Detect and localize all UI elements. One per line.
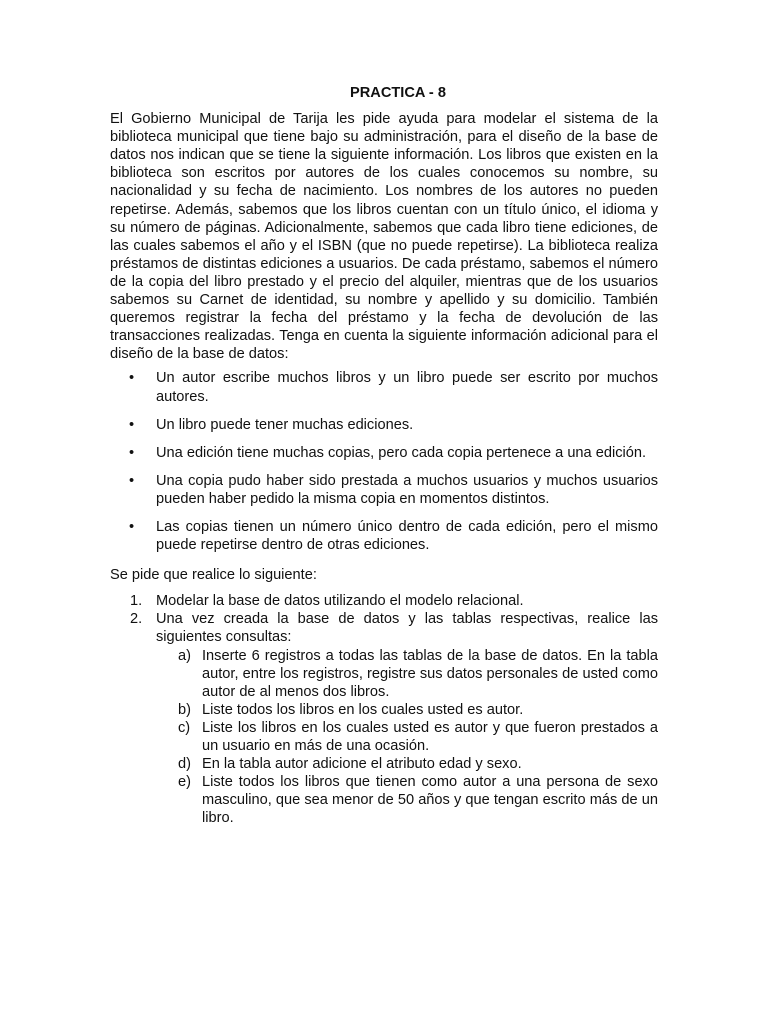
list-item — [110, 369, 658, 405]
subtask-text: Liste los libros en los cuales usted es autor y que fueron prestados a un usuario en más de una ocasión. — [202, 719, 658, 754]
subtask-letter: e) — [178, 774, 191, 791]
list-item-text: Las copias tienen un número único dentro de cada edición, pero el mismo puede repetirse dentro de otras ediciones. — [156, 518, 658, 554]
tasks-list — [110, 592, 658, 827]
intro-paragraph: El Gobierno Municipal de Tarija les pide ayuda para modelar el sistema de la biblioteca municipal que tiene bajo su administración, para el diseño de la base de datos nos indican que se tiene la siguiente información. Los libros que existen en la biblioteca son escritos por autores de los cuales conocemos su nombre, su nacionalidad y su fecha de nacimiento. Los nombres de los autores no pueden repetirse. Además, sabemos que los libros cuentan con un título único, el idioma y su número de páginas. Adicionalmente, sabemos que cada libro tiene ediciones, de las cuales sabemos el año y el ISBN (que no puede repetirse). La biblioteca realiza préstamos de distintas ediciones a usuarios. De cada préstamo, sabemos el número de la copia del libro prestado y el precio del alquiler, mientras que de los usuarios sabemos su Carnet de identidad, su nombre y apellido y su domicilio. También queremos registrar la fecha del préstamo y la fecha de devolución de las transacciones realizadas. Tenga en cuenta la siguiente información adicional para el diseño de la base de datos: — [110, 111, 658, 363]
subtasks-list — [156, 647, 658, 828]
list-item — [110, 472, 658, 508]
list-item-text: Una edición tiene muchas copias, pero cada copia pertenece a una edición. — [156, 444, 647, 461]
task-item — [110, 610, 658, 827]
task-text: Modelar la base de datos utilizando el modelo relacional. — [156, 593, 524, 610]
subtask-item — [156, 701, 658, 719]
subtask-item — [156, 719, 658, 755]
bullet-icon: • — [129, 472, 135, 489]
task-number: 1. — [130, 593, 143, 610]
subtask-text: Liste todos los libros que tienen como autor a una persona de sexo masculino, que sea menor de 50 años y que tengan escrito más de un libro. — [202, 774, 658, 827]
subtask-item — [156, 755, 658, 773]
subtask-item — [156, 647, 658, 701]
list-item-text: Un libro puede tener muchas ediciones. — [156, 416, 414, 433]
tasks-intro: Se pide que realice lo siguiente: — [110, 567, 317, 584]
task-text: Una vez creada la base de datos y las tablas respectivas, realice las siguientes consultas: — [156, 611, 658, 646]
subtask-letter: b) — [178, 701, 191, 718]
subtask-text: Inserte 6 registros a todas las tablas de la base de datos. En la tabla autor, entre los registros, registre sus datos personales de usted como autor de al menos dos libros. — [202, 647, 658, 700]
bullet-icon: • — [129, 444, 135, 461]
subtask-text: Liste todos los libros en los cuales usted es autor. — [202, 701, 524, 718]
list-item-text: Una copia pudo haber sido prestada a muchos usuarios y muchos usuarios pueden haber pedido la misma copia en momentos distintos. — [156, 472, 658, 507]
document-page — [110, 84, 658, 827]
bullet-icon: • — [129, 518, 135, 535]
requirements-list — [110, 369, 658, 554]
page-title: PRACTICA - 8 — [350, 85, 446, 101]
list-item — [110, 444, 658, 462]
list-item — [110, 518, 658, 554]
task-number: 2. — [130, 611, 143, 628]
list-item — [110, 416, 658, 434]
subtask-letter: c) — [178, 719, 191, 736]
subtask-letter: d) — [178, 756, 191, 773]
task-item — [110, 592, 658, 610]
subtask-item — [156, 773, 658, 827]
bullet-icon: • — [129, 370, 135, 387]
list-item-text: Un autor escribe muchos libros y un libro puede ser escrito por muchos autores. — [156, 370, 658, 405]
subtask-letter: a) — [178, 647, 191, 664]
subtask-text: En la tabla autor adicione el atributo edad y sexo. — [202, 756, 522, 773]
bullet-icon: • — [129, 416, 135, 433]
